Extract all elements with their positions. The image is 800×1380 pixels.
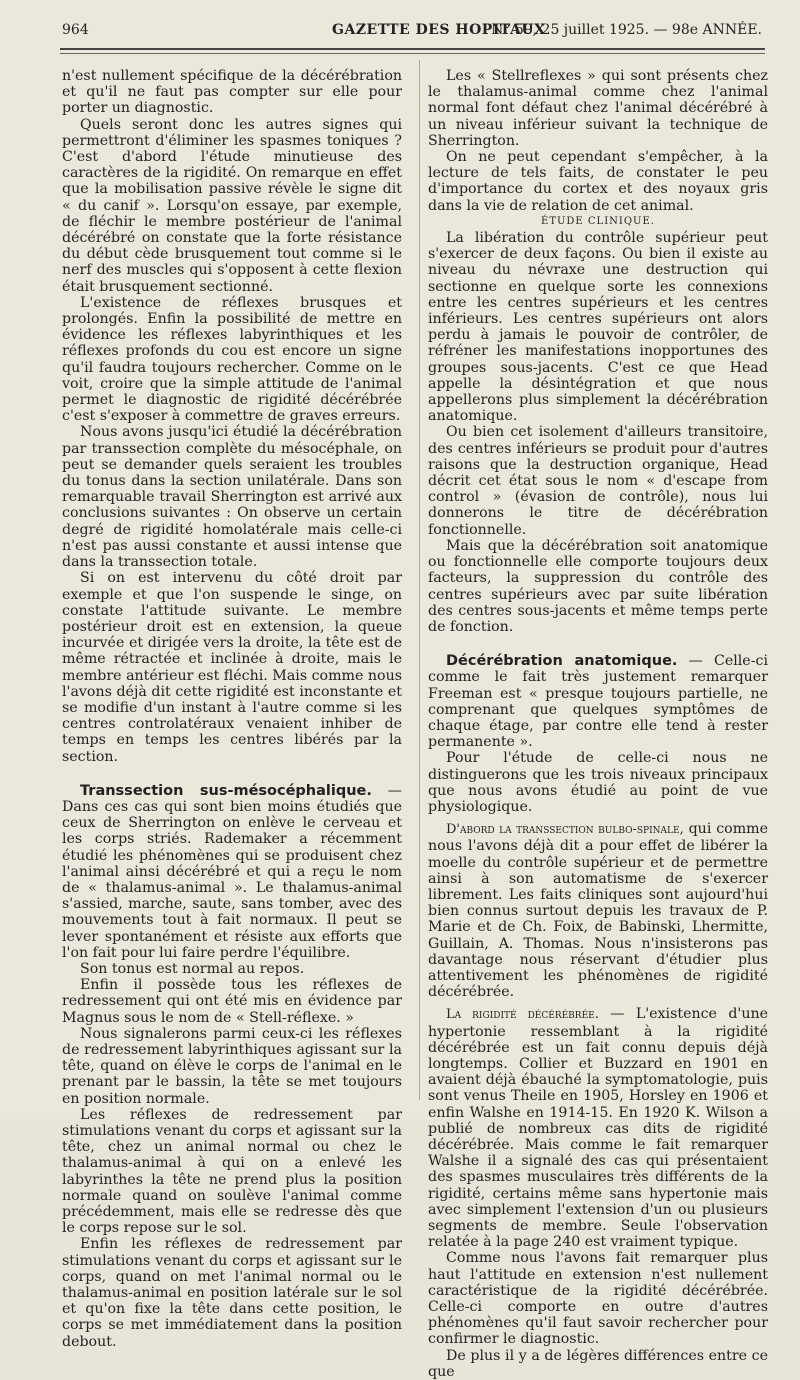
paragraph: Nous avons jusqu'ici étudié la décérébration par transsection complète du mésocéphale, on peut se demander quels seraient les troubles du tonus dans la section unilatérale. Dans son remarquable travail Sherrington est arrivé aux conclusions suivantes : On observe un certain degré de rigidité homolatérale mais celle-ci n'est pas aussi constante et aussi intense que dans la transsection totale. bbox=[62, 424, 402, 571]
paragraph: Si on est intervenu du côté droit par exemple et que l'on suspende le singe, on constate l'attitude suivante. Le membre postérieur droit est en extension, la queue incurvée et dirigée vers la droite, la tête est de même rétractée et inclinée à droite, mais le membre antérieur est fléchi. Mais comme nous l'avons déjà dit cette rigidité est inconstante et se modifie d'un instant à l'autre comme si les centres controlatéraux venaient inhiber de temps en temps les centres libérés par la section. bbox=[62, 570, 403, 765]
issue-info: N° 59, 25 juillet 1925. — 98e ANNÉE. bbox=[491, 22, 762, 38]
left-column bbox=[62, 68, 402, 1350]
paragraph: Mais que la décérébration soit anatomique ou fonctionnelle elle comporte toujours deux facteurs, la suppression du contrôle des centres supérieurs avec par suite libération des centres sous-jacents et même temps perte de fonction. bbox=[428, 537, 768, 635]
journal-title: GAZETTE DES HOPITAUX bbox=[332, 22, 546, 38]
section-paragraph bbox=[428, 821, 768, 1000]
section-heading: Décérébration anatomique. bbox=[446, 653, 678, 670]
paragraph: La libération du contrôle supérieur peut s'exercer de deux façons. Ou bien il existe au niveau du névraxe une destruction qui sectionne en quelque sorte les connexions entre les centres supérieurs et les centres inférieurs. Les centres supérieurs ont alors perdu à jamais le pouvoir de contrôler, de réfréner les manifestations inopportunes des groupes sous-jacents. C'est ce que Head appelle la désintégration et que nous appellerons plus simplement la décérébration anatomique. bbox=[428, 230, 768, 425]
header-rule-thin bbox=[60, 53, 765, 54]
paragraph: Ou bien cet isolement d'ailleurs transitoire, des centres inférieurs se produit pour d'autres raisons que la destruction organique, Head décrit cet état sous le nom « d'escape from control » (évasion de contrôle), nous lui donnerons le titre de décérébration fonctionnelle. bbox=[428, 424, 768, 538]
paragraph: On ne peut cependant s'empêcher, à la lecture de tels faits, de constater le peu d'importance du cortex et des noyaux gris dans la vie de relation de cet animal. bbox=[428, 149, 768, 214]
paragraph: n'est nullement spécifique de la décérébration et qu'il ne faut pas compter sur elle pour porter un diagnostic. bbox=[62, 68, 402, 117]
section-text: — L'existence d'une hypertonie ressemblant à la rigidité décérébrée est un fait connu depuis déjà longtemps. Collier et Buzzard en 1901 en avaient déjà ébauché la symptomatologie, puis sont venus Theile en 1905, Horsley en 1906 et enfin Walshe en 1914-15. En 1920 K. Wilson a publié de nombreux cas dits de rigidité décérébrée. Mais comme le fait remarquer Walshe il a signalé des cas qui présentaient des spasmes musculaires très différents de la rigidité, certains même sans hypertonie mais avec simplement l'extension d'un ou plusieurs segments de membre. Seule l'observation relatée à la page 240 est vraiment typique. bbox=[428, 1006, 768, 1251]
paragraph: Enfin les réflexes de redressement par stimulations venant du corps et agissant sur le corps, quand on met l'animal normal ou le thalamus-animal en position latérale sur le sol et qu'on fixe la tête dans cette position, le corps se met immédiatement dans la position debout. bbox=[62, 1236, 402, 1350]
paragraph: Enfin il possède tous les réflexes de redressement qui ont été mis en évidence par Magnus sous le nom de « Stell-réflexe. » bbox=[62, 977, 402, 1026]
section-text: — Celle-ci comme le fait très justement remarquer Freeman est « presque toujours partielle, ne comprenant que quelques symptômes de chaque étage, par contre elle tend à rester permanente ». bbox=[428, 653, 768, 751]
smallcaps-lead: D'abord la transsection bulbo-spinale, bbox=[446, 822, 684, 838]
paragraph: L'existence de réflexes brusques et prolongés. Enfin la possibilité de mettre en évidence les réflexes labyrinthiques et les réflexes profonds du cou est encore un signe qu'il faudra toujours rechercher. Comme on le voit, croire que la simple attitude de l'animal permet le diagnostic de rigidité décérébrée c'est s'exposer à commettre de graves erreurs. bbox=[62, 294, 402, 425]
paragraph: Pour l'étude de celle-ci nous ne distinguerons que les trois niveaux principaux que nous avons étudié au point de vue physiologique. bbox=[428, 750, 768, 815]
paragraph: Son tonus est normal au repos. bbox=[80, 960, 305, 977]
section-title: ÉTUDE CLINIQUE. bbox=[541, 215, 655, 227]
page-header bbox=[62, 22, 762, 44]
paragraph: De plus il y a de légères différences entre ce que bbox=[428, 1347, 768, 1380]
section-paragraph bbox=[428, 1006, 768, 1250]
section-text: — Dans ces cas qui sont bien moins étudiés que ceux de Sherrington on enlève le cerveau et les corps striés. Rademaker a récemment étudié les phénomènes qui se produisent chez l'animal ainsi décérébré et qui a reçu le nom de « thalamus-animal ». Le thalamus-animal s'assied, marche, saute, sans tomber, avec des mouvements tout à fait normaux. Il peut se lever spontanément et résiste aux efforts que l'on fait pour lui faire perdre l'équilibre. bbox=[62, 782, 402, 961]
paragraph: Les « Stellreflexes » qui sont présents chez le thalamus-animal comme chez l'animal normal font défaut chez l'animal décérébré à un niveau inférieur suivant la technique de Sherrington. bbox=[428, 68, 768, 149]
section-heading: Transsection sus-mésocéphalique. bbox=[80, 782, 372, 799]
section-paragraph bbox=[428, 653, 768, 750]
section-text: qui comme nous l'avons déjà dit a pour effet de libérer la moelle du contrôle supérieur et de permettre ainsi à son automatisme de s'exercer librement. Les faits cliniques sont aujourd'hui bien connus surtout depuis les travaux de P. Marie et de Ch. Foix, de Babinski, Lhermitte, Guillain, A. Thomas. Nous n'insisterons pas davantage nous réservant d'étudier plus attentivement les phénomènes de rigidité décérébrée. bbox=[428, 821, 769, 1001]
section-paragraph bbox=[62, 783, 402, 961]
column-divider bbox=[419, 60, 420, 1100]
right-column bbox=[428, 68, 768, 1380]
page-number: 964 bbox=[62, 22, 89, 38]
paragraph: Quels seront donc les autres signes qui permettront d'éliminer les spasmes toniques ? C'est d'abord l'étude minutieuse des caractères de la rigidité. On remarque en effet que la mobilisation passive révèle le signe dit « du canif ». Lorsqu'on essaye, par exemple, de fléchir le membre postérieur de l'animal décérébré on constate que la forte résistance du début cède brusquement tout comme si le nerf des muscles qui s'opposent à cette flexion était brusquement sectionné. bbox=[62, 116, 402, 295]
smallcaps-lead: La rigidité décérébrée. bbox=[446, 1007, 599, 1023]
header-rule bbox=[60, 48, 765, 50]
paragraph: Comme nous l'avons fait remarquer plus haut l'attitude en extension n'est nullement caractéristique de la rigidité décérébrée. Celle-ci comporte en outre d'autres phénomènes qu'il faut savoir rechercher pour confirmer le diagnostic. bbox=[428, 1250, 768, 1348]
paragraph: Nous signalerons parmi ceux-ci les réflexes de redressement labyrinthiques agissant sur la tête, quand on élève le corps de l'animal en le prenant par le bassin, la tête se met toujours en position normale. bbox=[62, 1025, 402, 1107]
paragraph: Les réflexes de redressement par stimulations venant du corps et agissant sur la tête, chez un animal normal ou chez le thalamus-animal à qui on a enlevé les labyrinthes la tête ne prend plus la position normale quand on soulève l'animal comme précédemment, mais elle se redresse dès que le corps repose sur le sol. bbox=[62, 1106, 402, 1237]
